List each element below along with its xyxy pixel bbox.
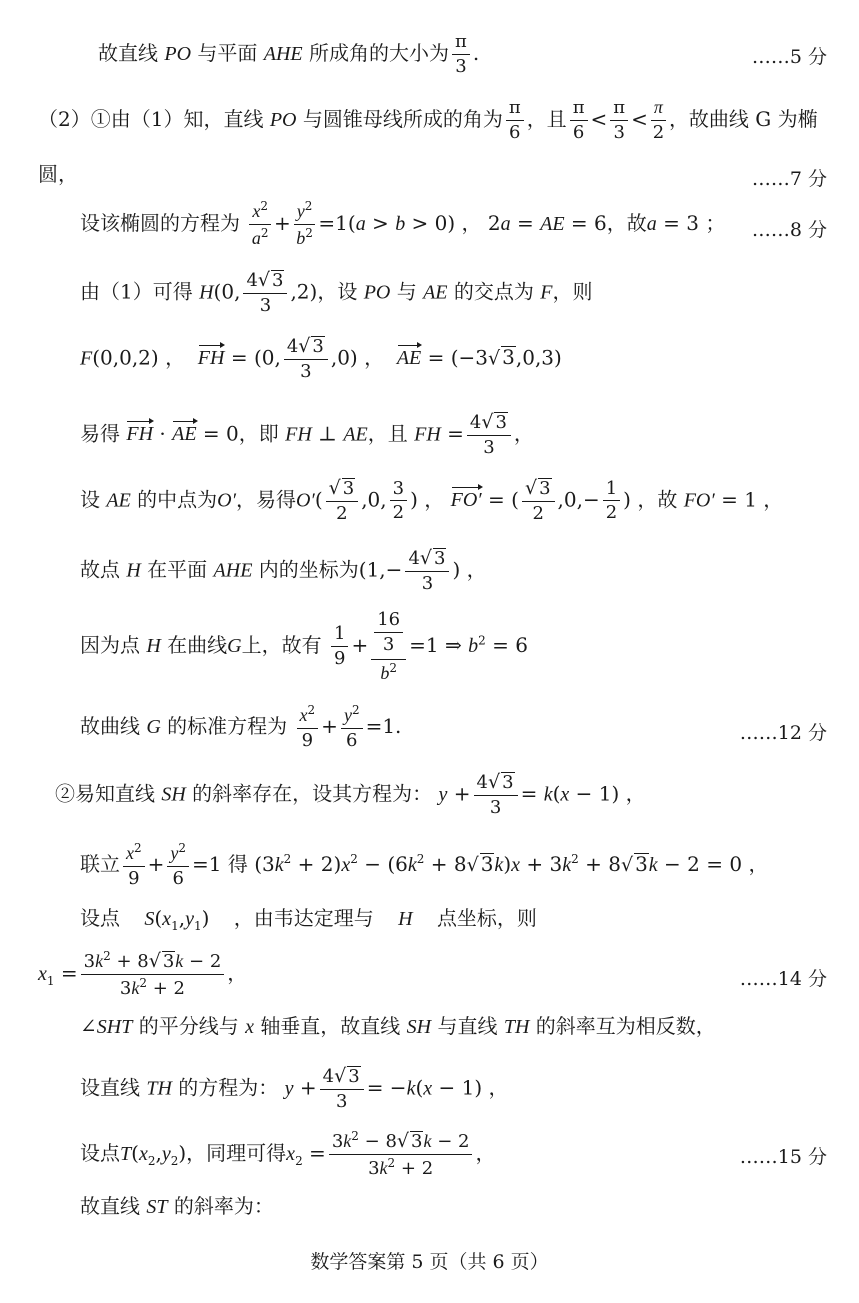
score-8: ……8 分 bbox=[751, 219, 827, 241]
line-3: 圆， bbox=[38, 162, 78, 186]
page-footer: 数学答案第 5 页（共 6 页） bbox=[310, 1251, 549, 1273]
line-17: 设直线 TH 的方程为： y + $\frac{4√ 3}{3}$ = −k(x − 1) ， bbox=[80, 1065, 509, 1112]
line-14: 设点 $S(x_1,y_1)$ ，由韦达定理与 H 点坐标，则 bbox=[80, 906, 537, 933]
line-2: （2）①由（1）知，直线 PO 与圆锥母线所成的角为 $\frac{\pi}{6}$ ，且 $\frac{\pi}{6}$ < $\frac{\pi}{3}$ < $\frac{\pi}{2}$ ，故曲线 G 为椭 bbox=[38, 97, 818, 143]
line-10: 因为点 H 在曲线G上，故有 $\frac{1}{9}$ + $\frac{\frac{16}{3}}{b^2}$ =1 ⇒ $b^2 = 6$ bbox=[80, 609, 528, 683]
score-12: ……12 分 bbox=[739, 722, 827, 744]
line-16: ∠SHT 的平分线与 x 轴垂直，故直线 SH 与直线 TH 的斜率互为相反数， bbox=[80, 1014, 716, 1038]
score-5: ……5 分 bbox=[751, 46, 827, 68]
line-4: 设该椭圆的方程为 $\frac{x^2}{a^2}$ + $\frac{y^2}{b^2}$ =1(a > b > 0) ， 2a = AE = 6，故a = 3 ； bbox=[80, 199, 726, 248]
line-5: 由（1）可得 H(0, $\frac{4√ 3}{3}$ ,2)，设 PO 与 AE 的交点为 F，则 bbox=[80, 269, 593, 316]
line-11: 故曲线 G 的标准方程为 $\frac{x^2}{9}$ + $\frac{y^2}{6}$ =1. bbox=[80, 703, 402, 751]
line-13: 联立 $\frac{x^2}{9}$ + $\frac{y^2}{6}$ =1 得 $(3k^2 + 2)x^2 - (6k^2 + 8√$ $3k)x + 3k^2 + 8√$ 3k − 2 = 0 ， bbox=[80, 841, 769, 889]
score-7: ……7 分 bbox=[751, 168, 827, 190]
line-19: 故直线 ST 的斜率为： bbox=[80, 1194, 274, 1218]
line-9: 故点 H 在平面 AHE 内的坐标为(1,− $\frac{4√ 3}{3}$ ) ， bbox=[80, 547, 487, 594]
line-12: ②易知直线 SH 的斜率存在，设其方程为： y + $\frac{4√ 3}{3}$ = k(x − 1) ， bbox=[55, 771, 646, 818]
line-18: 设点$T(x_2,y_2)$，同理可得$x_2$ = $\frac{3k^2 - 8√ 3k - 2}{3k^2 + 2}$ ， bbox=[80, 1129, 496, 1179]
line-7: 易得 FH · AE = 0，即 FH ⊥ AE，且 FH = $\frac{4√ 3}{3}$ ， bbox=[80, 411, 534, 458]
score-15: ……15 分 bbox=[739, 1146, 827, 1168]
line-15: $x_1$ = $\frac{3k^2 + 8√ 3k - 2}{3k^2 + 2}$ ， bbox=[38, 949, 248, 999]
score-14: ……14 分 bbox=[739, 968, 827, 990]
line-1: 故直线 PO 与平面 AHE 所成角的大小为 $\frac{\pi}{3}$ . bbox=[98, 31, 480, 77]
line-8: 设 AE 的中点为O′，易得O′( $\frac{√ 3}{2}$ ,0, $\frac{3}{2}$ ) ， FO′ = ( $\frac{√ 3}{2}$ ,0,− $\frac{1}{2}$ ) ，故 FO′ = 1 ， bbox=[80, 477, 784, 524]
line-6: F(0,0,2) ， FH = (0, $\frac{4√ 3}{3}$ ,0) ， AE = (−3√ 3,0,3) bbox=[80, 335, 562, 382]
